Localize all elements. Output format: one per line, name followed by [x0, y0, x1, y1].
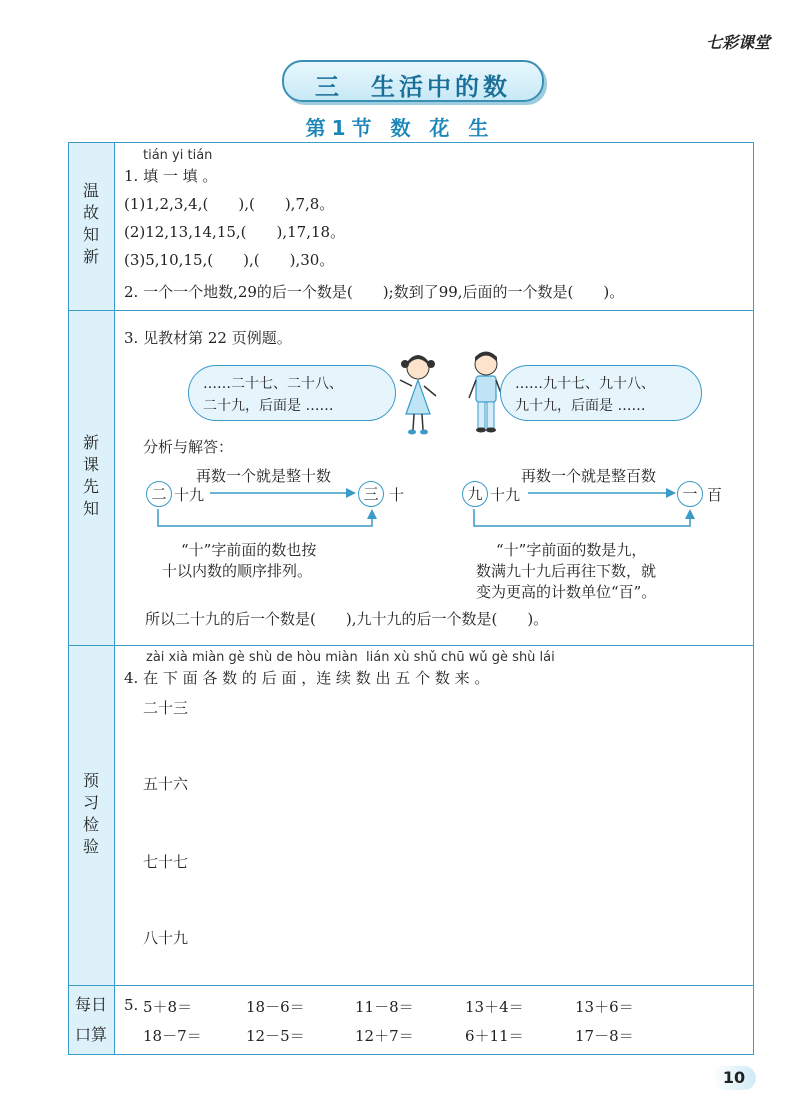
q2-text: 2. 一个一个地数,29的后一个数是( );数到了99,后面的一个数是( )。 — [124, 283, 625, 301]
q1-title: 1. 填 一 填 。 — [124, 167, 218, 185]
section-title: 第1节 数 花 生 — [305, 116, 495, 140]
brand-logo: 七彩课堂 — [705, 33, 770, 52]
section-divider-3 — [68, 985, 754, 986]
q5-r1-c2: 18－6＝ — [246, 998, 305, 1016]
right-arrows — [456, 480, 708, 532]
page-number-badge — [712, 1066, 756, 1090]
side-label-oral-2: 口算 — [74, 1025, 107, 1044]
side-label-new: 新课先知 — [82, 433, 99, 518]
q4-item-4: 八十九 — [143, 929, 189, 947]
q5-r2-c2: 12－5＝ — [246, 1027, 305, 1045]
side-label-oral-1: 每日 — [74, 995, 107, 1014]
unit-title-banner — [282, 60, 544, 102]
right-from-rest: 十九 — [490, 486, 521, 504]
unit-title: 三 生活中的数 — [315, 73, 511, 101]
left-arrow-label: 再数一个就是整十数 — [196, 467, 332, 485]
speech-bubble-right — [500, 365, 702, 421]
q5-label: 5. — [124, 996, 139, 1014]
left-arrows — [140, 480, 390, 532]
right-arrow-label: 再数一个就是整百数 — [521, 467, 657, 485]
q3-analysis: 分析与解答： — [143, 438, 234, 456]
section-divider-1 — [68, 310, 754, 311]
left-to-circle: 三 — [358, 481, 384, 507]
q3-conclusion: 所以二十九的后一个数是( ),九十九的后一个数是( )。 — [145, 610, 549, 628]
q1-line-2: (2)12,13,14,15,( ),17,18。 — [124, 223, 346, 241]
left-from-circle: 二 — [146, 481, 172, 507]
right-to-rest: 百 — [707, 486, 723, 504]
column-divider — [114, 142, 115, 1055]
q1-line-1: (1)1,2,3,4,( ),( ),7,8。 — [124, 195, 335, 213]
q5-r2-c1: 18－7＝ — [143, 1027, 202, 1045]
girl-illustration — [396, 354, 442, 436]
right-note-3: 变为更高的计数单位“百”。 — [476, 583, 657, 601]
bubble-left-line-1: ……二十七、二十八、 — [203, 376, 343, 392]
bubble-right-line-2: 九十九，后面是 …… — [515, 398, 646, 414]
right-to-circle: 一 — [677, 481, 703, 507]
page-number: 10 — [722, 1068, 746, 1087]
q1-pinyin: tián yi tián — [143, 148, 213, 163]
bubble-right-line-1: ……九十七、九十八、 — [515, 376, 655, 392]
q4-item-1: 二十三 — [143, 699, 189, 717]
q3-title: 3. 见教材第 22 页例题。 — [124, 329, 292, 347]
left-note-1: “十”字前面的数也按 — [181, 541, 317, 559]
left-to-rest: 十 — [389, 486, 405, 504]
q5-r2-c3: 12＋7＝ — [355, 1027, 414, 1045]
q5-r1-c5: 13＋6＝ — [575, 998, 634, 1016]
q4-pinyin: zài xià miàn gè shù de hòu miàn lián xù shǔ chū wǔ gè shù lái — [146, 650, 555, 665]
left-note-2: 十以内数的顺序排列。 — [162, 562, 313, 580]
right-note-2: 数满九十九后再往下数，就 — [476, 562, 657, 580]
side-label-review: 温故知新 — [82, 181, 99, 266]
section-divider-2 — [68, 645, 754, 646]
q5-r1-c1: 5＋8＝ — [143, 998, 193, 1016]
bubble-left-line-2: 二十九，后面是 …… — [203, 398, 334, 414]
q5-r1-c3: 11－8＝ — [355, 998, 414, 1016]
q4-title: 4. 在 下 面 各 数 的 后 面 ，连 续 数 出 五 个 数 来 。 — [124, 669, 490, 687]
q4-item-3: 七十七 — [143, 853, 189, 871]
left-from-rest: 十九 — [174, 486, 205, 504]
right-note-1: “十”字前面的数是九， — [496, 541, 647, 559]
q5-r2-c4: 6＋11＝ — [465, 1027, 524, 1045]
side-label-preview: 预习检验 — [82, 771, 99, 856]
q5-r1-c4: 13＋4＝ — [465, 998, 524, 1016]
q5-r2-c5: 17－8＝ — [575, 1027, 634, 1045]
right-from-circle: 九 — [462, 481, 488, 507]
q1-line-3: (3)5,10,15,( ),( ),30。 — [124, 251, 335, 269]
q4-item-2: 五十六 — [143, 775, 189, 793]
speech-bubble-left — [188, 365, 396, 421]
